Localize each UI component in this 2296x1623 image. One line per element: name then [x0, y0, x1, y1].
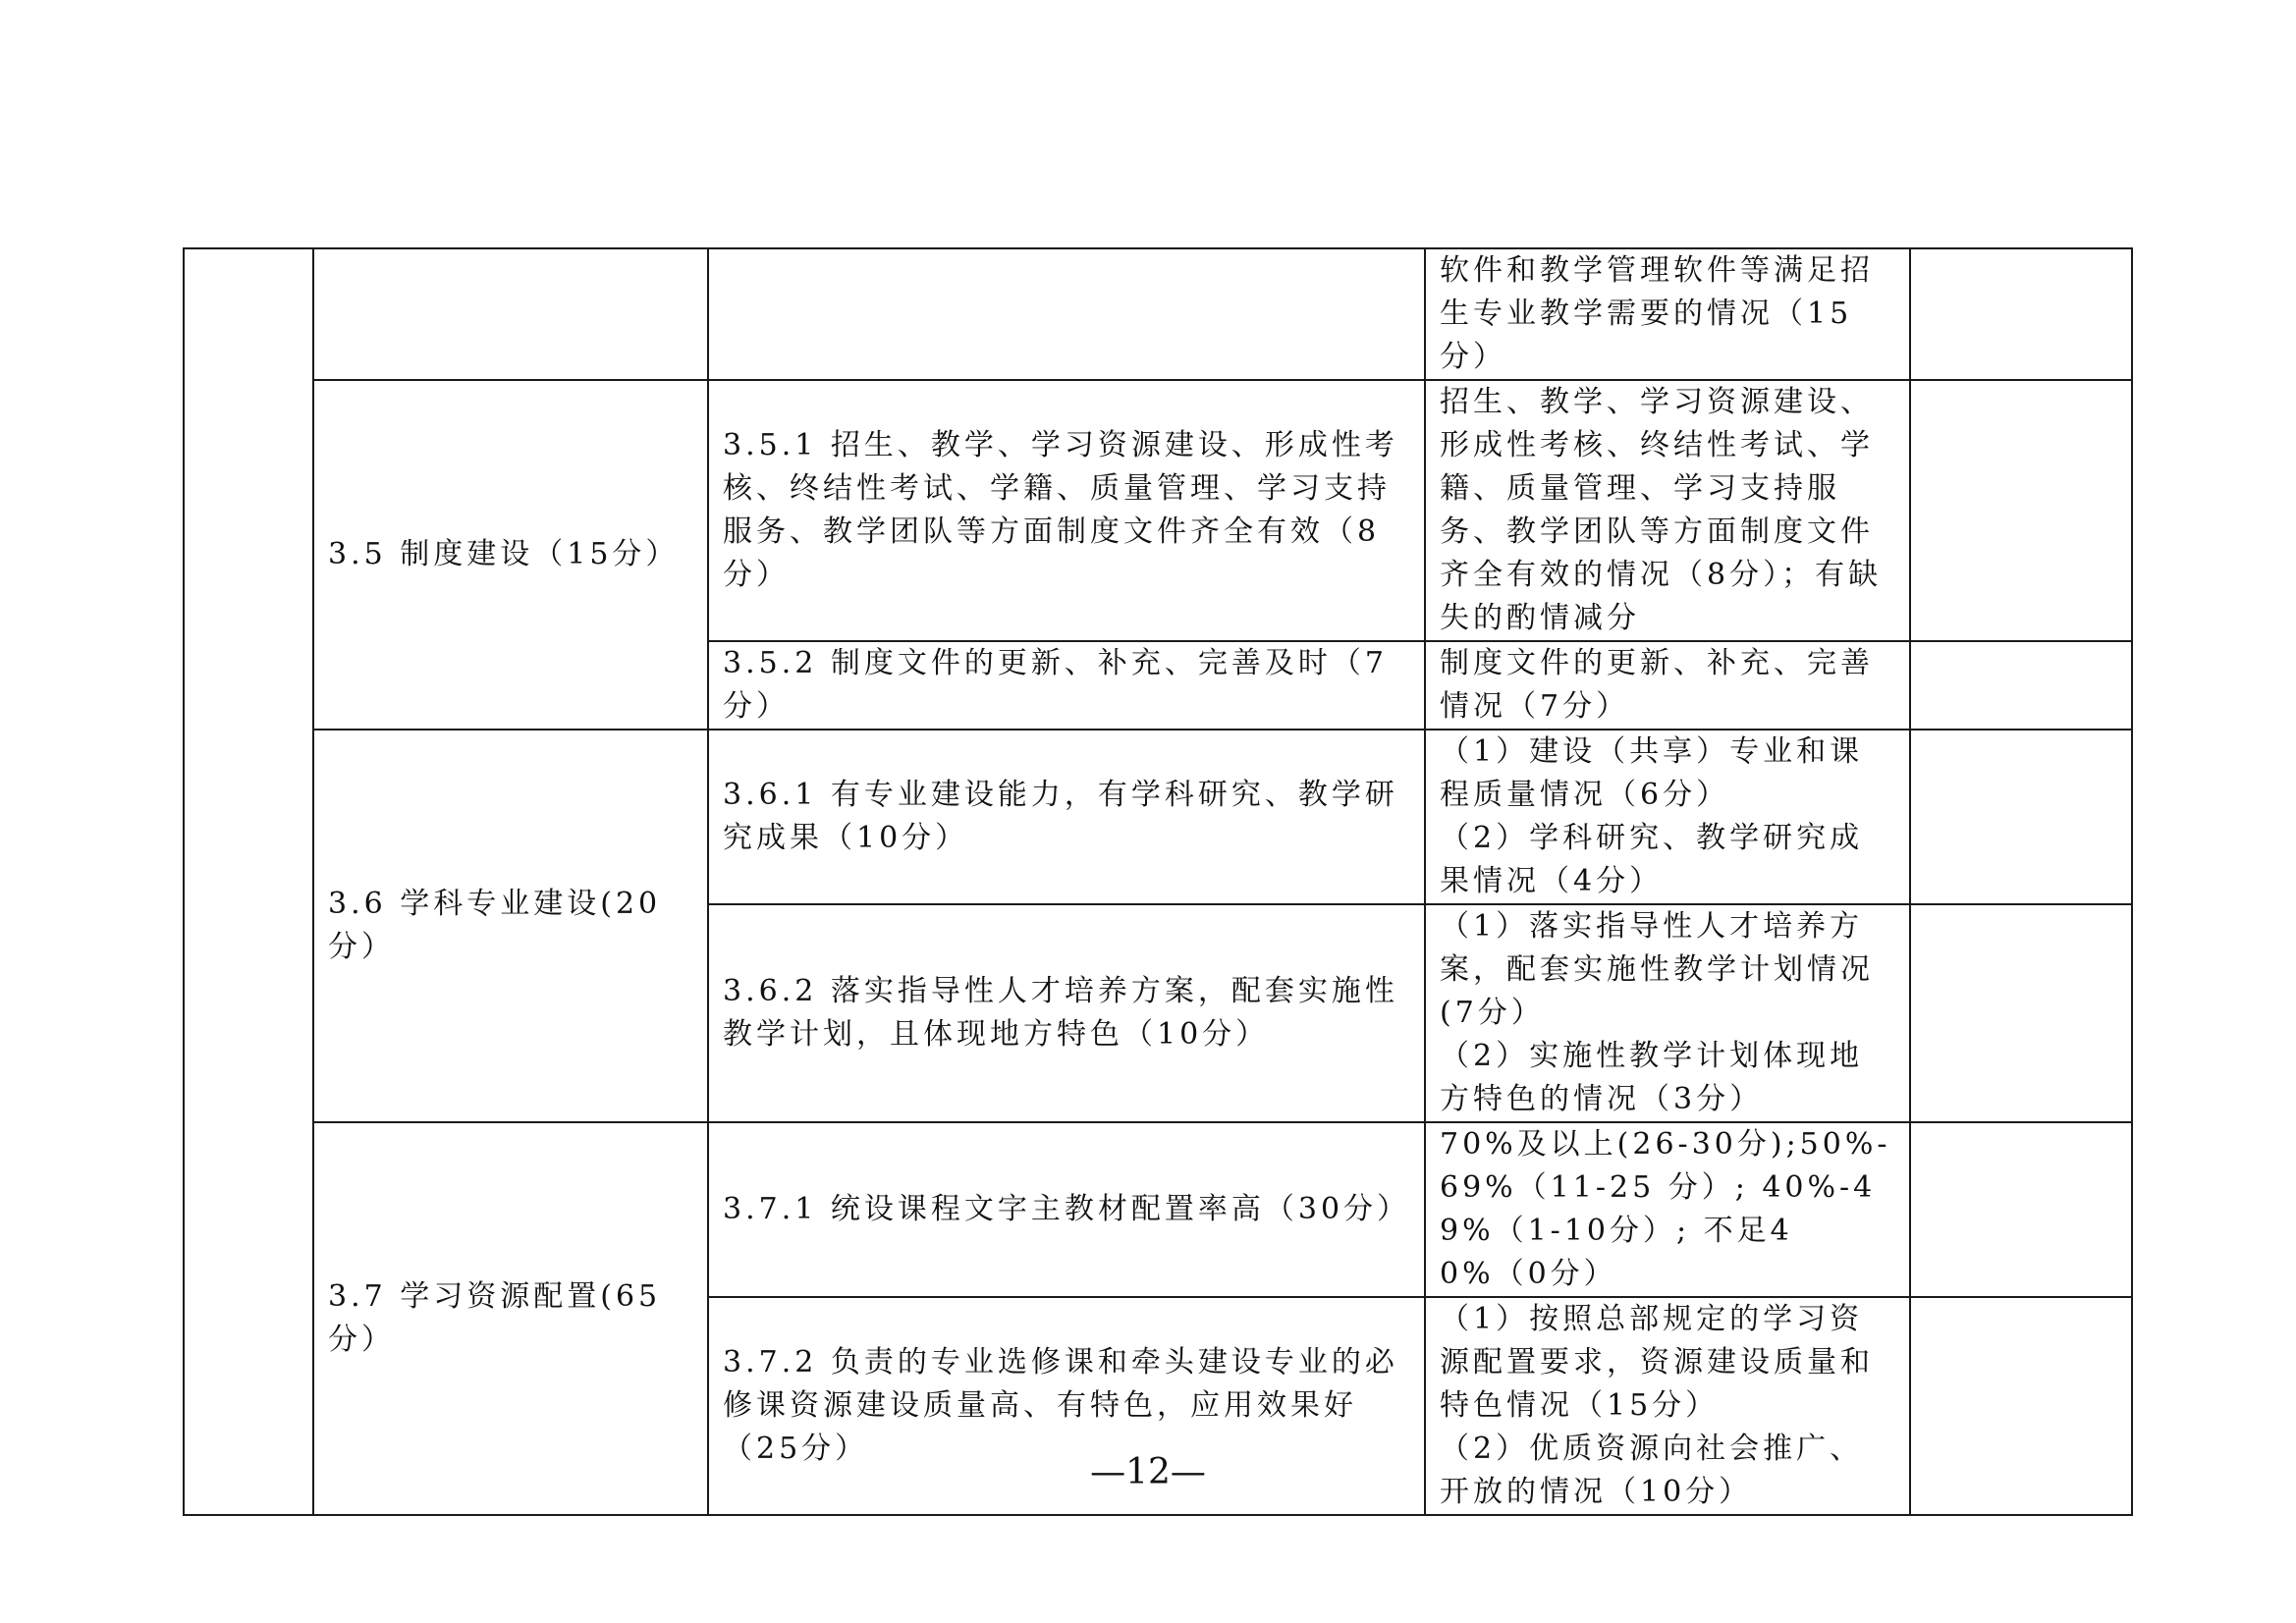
indicator-title: 3.5 制度建设（15分） — [313, 380, 708, 730]
criteria-cell: 招生、教学、学习资源建设、形成性考核、终结性考试、学籍、质量管理、学习支持服务、教学团队等方面制度文件齐全有效的情况（8分）；有缺失的酌情减分 — [1425, 380, 1910, 641]
criteria-line: （1）按照总部规定的学习资源配置要求，资源建设质量和特色情况（15分） — [1440, 1302, 1874, 1423]
criteria-cell — [1425, 730, 1910, 904]
indicator-title: 3.6 学科专业建设(20分） — [313, 730, 708, 1122]
score-cell — [1910, 248, 2132, 380]
page-number: —12— — [1090, 1452, 1206, 1492]
criteria-cell: 制度文件的更新、补充、完善情况（7分） — [1425, 641, 1910, 730]
indicator-title: 3.7 学习资源配置(65分） — [313, 1122, 708, 1515]
criteria-line: （2）学科研究、教学研究成果情况（4分） — [1440, 821, 1864, 898]
standard-cell: 3.7.2 负责的专业选修课和牵头建设专业的必修课资源建设质量高、有特色，应用效果好（25分） — [708, 1297, 1425, 1515]
standard-cell: 3.6.1 有专业建设能力，有学科研究、教学研究成果（10分） — [708, 730, 1425, 904]
criteria-cell — [1425, 904, 1910, 1122]
score-cell — [1910, 1122, 2132, 1297]
table-row — [184, 1122, 2132, 1297]
criteria-line: （1）建设（共享）专业和课程质量情况（6分） — [1440, 734, 1864, 812]
standard-cell — [708, 248, 1425, 380]
table-row — [184, 380, 2132, 641]
standard-cell: 3.5.2 制度文件的更新、补充、完善及时（7分） — [708, 641, 1425, 730]
score-cell — [1910, 641, 2132, 730]
standard-cell: 3.7.1 统设课程文字主教材配置率高（30分） — [708, 1122, 1425, 1297]
standard-cell: 3.5.1 招生、教学、学习资源建设、形成性考核、终结性考试、学籍、质量管理、学习支持服务、教学团队等方面制度文件齐全有效（8分） — [708, 380, 1425, 641]
score-cell — [1910, 904, 2132, 1122]
table-row — [184, 248, 2132, 380]
table-row — [184, 730, 2132, 904]
evaluation-table — [183, 247, 2133, 1516]
score-cell — [1910, 380, 2132, 641]
criteria-line: （1）落实指导性人才培养方案，配套实施性教学计划情况(7分） — [1440, 909, 1874, 1030]
indicator-cell — [313, 248, 708, 380]
criteria-line: （2）优质资源向社会推广、开放的情况（10分） — [1440, 1432, 1864, 1509]
criteria-line: （2）实施性教学计划体现地方特色的情况（3分） — [1440, 1039, 1864, 1116]
standard-cell: 3.6.2 落实指导性人才培养方案，配套实施性教学计划，且体现地方特色（10分） — [708, 904, 1425, 1122]
score-cell — [1910, 730, 2132, 904]
criteria-cell: 软件和教学管理软件等满足招生专业教学需要的情况（15分） — [1425, 248, 1910, 380]
criteria-cell: 70%及以上(26-30分);50%-69%（11-25 分）; 40%-49%（1-10分）; 不足40%（0分） — [1425, 1122, 1910, 1297]
category-cell — [184, 248, 313, 1515]
